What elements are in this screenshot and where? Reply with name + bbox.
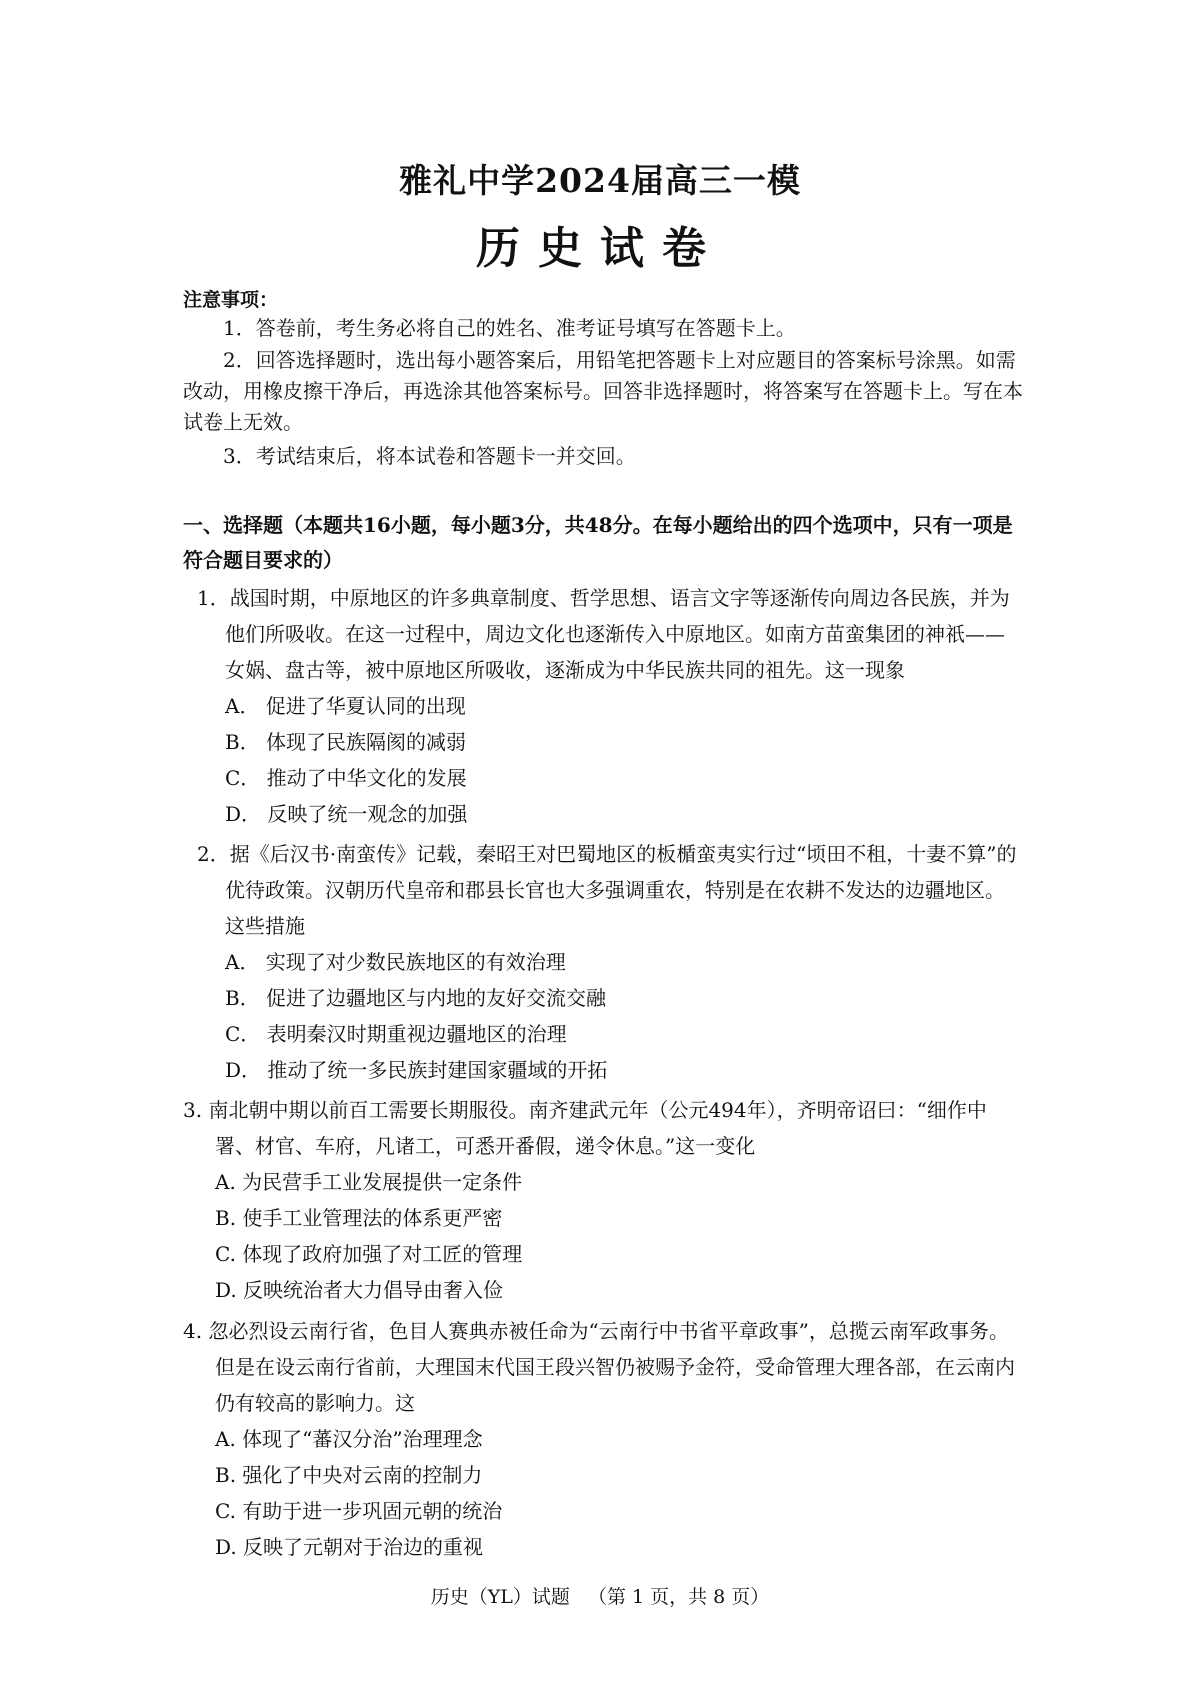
question-stem: 3. 南北朝中期以前百工需要长期服役。南齐建武元年（公元494年），齐明帝诏曰：“细作中署、材官、车府，凡诸工，可悉开番假，递令休息。”这一变化 [183, 1098, 987, 1158]
question-2 [183, 836, 1023, 1088]
question-stem: 2．据《后汉书·南蛮传》记载，秦昭王对巴蜀地区的板楯蛮夷实行过“顷田不租，十妻不算”的优待政策。汉朝历代皇帝和郡县长官也大多强调重农，特别是在农耕不发达的边疆地区。这些措施 [197, 842, 1017, 938]
question-1 [183, 580, 1023, 832]
notice-item-2: 2．回答选择题时，选出每小题答案后，用铅笔把答题卡上对应题目的答案标号涂黑。如需改动，用橡皮擦干净后，再选涂其他答案标号。回答非选择题时，将答案写在答题卡上。写在本试卷上无效。 [183, 348, 1023, 434]
option-b: B． 促进了边疆地区与内地的友好交流交融 [225, 986, 607, 1010]
question-stem: 4. 忽必烈设云南行省，色目人赛典赤被任命为“云南行中书省平章政事”，总揽云南军政事务。但是在设云南行省前，大理国末代国王段兴智仍被赐予金符，受命管理大理各部，在云南内仍有较高的影响力。这 [183, 1319, 1015, 1415]
option-a: A. 为民营手工业发展提供一定条件 [215, 1170, 523, 1194]
exam-title: 雅礼中学2024届高三一模 [399, 161, 801, 200]
option-d: D． 反映了统一观念的加强 [225, 802, 468, 826]
page-footer [0, 1582, 1200, 1609]
option-d: D. 反映了元朝对于治边的重视 [215, 1535, 484, 1559]
option-c: C. 有助于进一步巩固元朝的统治 [215, 1499, 503, 1523]
option-b: B. 强化了中央对云南的控制力 [215, 1463, 483, 1487]
notice-item-3: 3．考试结束后，将本试卷和答题卡一并交回。 [223, 444, 636, 468]
option-c: C. 体现了政府加强了对工匠的管理 [215, 1242, 523, 1266]
option-c: C． 推动了中华文化的发展 [225, 766, 467, 790]
option-b: B． 体现了民族隔阂的减弱 [225, 730, 467, 754]
exam-subtitle: 历史试卷 [476, 223, 724, 274]
option-b: B. 使手工业管理法的体系更严密 [215, 1206, 503, 1230]
question-3 [183, 1092, 1023, 1308]
option-a: A. 体现了“蕃汉分治”治理理念 [215, 1427, 483, 1451]
option-c: C． 表明秦汉时期重视边疆地区的治理 [225, 1022, 567, 1046]
question-stem: 1．战国时期，中原地区的许多典章制度、哲学思想、语言文字等逐渐传向周边各民族，并为他们所吸收。在这一过程中，周边文化也逐渐传入中原地区。如南方苗蛮集团的神祇——女娲、盘古等，被中原地区所吸收，逐渐成为中华民族共同的祖先。这一现象 [197, 586, 1010, 682]
option-d: D． 推动了统一多民族封建国家疆域的开拓 [225, 1058, 608, 1082]
option-a: A． 促进了华夏认同的出现 [225, 694, 466, 718]
section-heading: 一、选择题（本题共16小题，每小题3分，共48分。在每小题给出的四个选项中，只有一项是符合题目要求的） [183, 513, 1013, 572]
notice-item-1: 1．答卷前，考生务必将自己的姓名、准考证号填写在答题卡上。 [223, 316, 796, 340]
option-a: A． 实现了对少数民族地区的有效治理 [225, 950, 566, 974]
footer-subject: 历史（YL）试题 [430, 1586, 570, 1608]
option-d: D. 反映统治者大力倡导由奢入俭 [215, 1278, 504, 1302]
question-4 [183, 1313, 1023, 1565]
notice-heading: 注意事项： [183, 289, 279, 311]
footer-page-number: （第 1 页，共 8 页） [587, 1586, 770, 1608]
